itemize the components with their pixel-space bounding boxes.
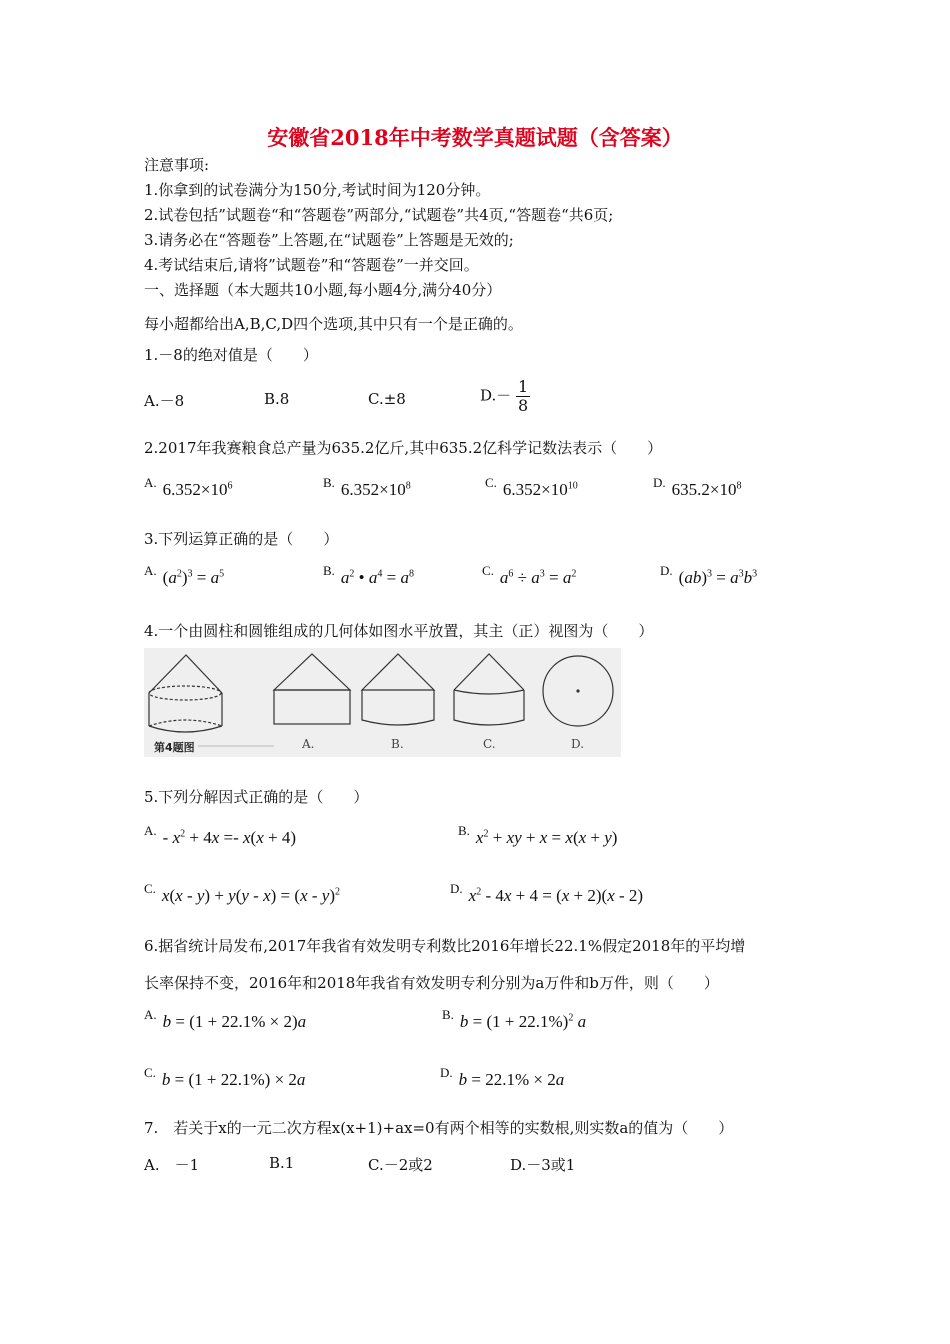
option-label: D. — [660, 563, 673, 578]
option-label: C. — [144, 1065, 156, 1080]
solid-figure — [149, 655, 222, 732]
notes-item-2: 2.试卷包括”试题卷“和“答题卷”两部分,“试题卷”共4页,“答题卷“共6页; — [144, 206, 614, 224]
figure-label-a: A. — [302, 737, 315, 751]
section-instruction: 每小超都给出A,B,C,D四个选项,其中只有一个是正确的。 — [144, 315, 523, 333]
question-7-stem: 7. 若关于x的一元二次方程x(x+1)+ax=0有两个相等的实数根,则实数a的值为（ ） — [144, 1119, 734, 1137]
question-2-option-c — [485, 475, 578, 500]
question-7-option-a: A. －1 — [144, 1156, 200, 1174]
geometry-figure — [144, 648, 621, 757]
figure-label-c: C. — [483, 737, 496, 751]
view-option-a — [274, 654, 350, 724]
option-label: C. — [144, 881, 156, 896]
question-1-option-d — [480, 378, 530, 415]
question-2-option-a — [144, 475, 233, 500]
question-1-option-d-label: D.－ — [480, 386, 512, 405]
question-6-stem-line-1: 6.据省统计局发布,2017年我省有效发明专利数比2016年增长22.1%假定2018年的平均增 — [144, 937, 746, 955]
question-7-option-b: B.1 — [269, 1154, 295, 1172]
option-mantissa: 6.352×10 — [162, 480, 228, 499]
question-1-option-c: C.±8 — [368, 390, 406, 408]
figure-caption: 第4题图 — [154, 739, 198, 755]
question-2-option-d — [653, 475, 742, 500]
view-option-c — [454, 654, 524, 725]
option-label: B. — [323, 475, 335, 490]
question-6-option-b: $^{B.}$ $b = (1 + 22.1\%)^2$ a — [442, 1007, 587, 1031]
option-label: A. — [144, 1007, 157, 1022]
option-label: A. — [144, 475, 157, 490]
question-3-stem: 3.下列运算正确的是（ ） — [144, 530, 339, 548]
question-4-figure — [144, 648, 621, 757]
notes-heading: 注意事项: — [144, 156, 210, 174]
option-label: D. — [653, 475, 666, 490]
question-3-option-b: $^{B.}$ $a^2$ • $a^4 = a^8$ — [323, 563, 414, 587]
question-6-option-d: $^{D.}$ b = 22.1% × 2a — [440, 1065, 565, 1089]
option-label: B. — [442, 1007, 454, 1022]
option-label: D. — [440, 1065, 453, 1080]
question-2-stem: 2.2017年我赛粮食总产量为635.2亿斤,其中635.2亿科学记数法表示（ ） — [144, 439, 663, 457]
option-mantissa: 635.2×10 — [671, 480, 737, 499]
option-label: D. — [450, 881, 463, 896]
option-label: B. — [458, 823, 470, 838]
view-option-b — [362, 654, 434, 725]
question-3-option-d: $^{D.}$ $(ab)^3 = a^3b^3$ — [660, 563, 758, 587]
section-heading: 一、选择题（本大题共10小题,每小题4分,满分40分） — [144, 281, 502, 299]
question-3-option-a: $^{A.}$ $(a^2)^3 = a^5$ — [144, 563, 225, 587]
notes-item-3: 3.请务必在“答题卷”上答题,在“试题卷”上答题是无效的; — [144, 231, 514, 249]
option-label: C. — [482, 563, 494, 578]
option-label: C. — [485, 475, 497, 490]
question-1-stem: 1.－8的绝对值是（ ） — [144, 346, 318, 364]
question-5-stem: 5.下列分解因式正确的是（ ） — [144, 788, 369, 806]
question-1-option-d-fraction — [516, 378, 530, 415]
question-5-option-b: $^{B.}$ $x^2$ + xy + x = x(x + y) — [458, 823, 618, 847]
option-mantissa: 6.352×10 — [502, 480, 568, 499]
question-2-option-b — [323, 475, 411, 500]
option-label: A. — [144, 823, 157, 838]
figure-label-b: B. — [391, 737, 404, 751]
question-7-option-d: D.－3或1 — [510, 1156, 576, 1174]
question-5-option-a: $^{A.} - x^2 + 4x =- x(x + 4)$ — [144, 823, 297, 847]
option-exponent: 10 — [567, 480, 578, 492]
question-1-option-a: A.－8 — [144, 392, 185, 410]
fraction-denominator: 8 — [518, 396, 529, 415]
page-title: 安徽省2018年中考数学真题试题（含答案） — [267, 125, 683, 150]
question-1-option-b: B.8 — [264, 390, 290, 408]
question-3-option-c: $^{C.}$ $a^6 \div a^3 = a^2$ — [482, 563, 577, 587]
option-label: B. — [323, 563, 335, 578]
option-mantissa: 6.352×10 — [340, 480, 406, 499]
fraction-numerator: 1 — [518, 377, 529, 396]
question-5-option-d: $^{D.}$ $x^2 - 4x + 4 = (x + 2)(x - 2)$ — [450, 881, 644, 905]
option-exponent: 8 — [405, 480, 411, 492]
option-exponent: 6 — [227, 480, 233, 492]
figure-label-d: D. — [571, 737, 585, 751]
question-6-option-a: $^{A.}$ b = (1 + 22.1% × 2)a — [144, 1007, 307, 1031]
question-4-stem: 4.一个由圆柱和圆锥组成的几何体如图水平放置，其主（正）视图为（ ） — [144, 622, 654, 640]
question-5-option-c: $^{C.}$ x(x - y) + y(y - x) = (x - y)$^2$ — [144, 881, 340, 905]
question-6-stem-line-2: 长率保持不变，2016年和2018年我省有效发明专利分别为a万件和b万件，则（ ） — [144, 974, 719, 992]
option-exponent: 8 — [736, 480, 742, 492]
notes-item-1: 1.你拿到的试卷满分为150分,考试时间为120分钟。 — [144, 181, 491, 199]
question-7-option-c: C.－2或2 — [368, 1156, 433, 1174]
notes-item-4: 4.考试结束后,请将”试题卷”和“答题卷”一并交回。 — [144, 256, 479, 274]
option-label: A. — [144, 563, 157, 578]
question-6-option-c: $^{C.}$ b = (1 + 22.1%) × 2a — [144, 1065, 306, 1089]
